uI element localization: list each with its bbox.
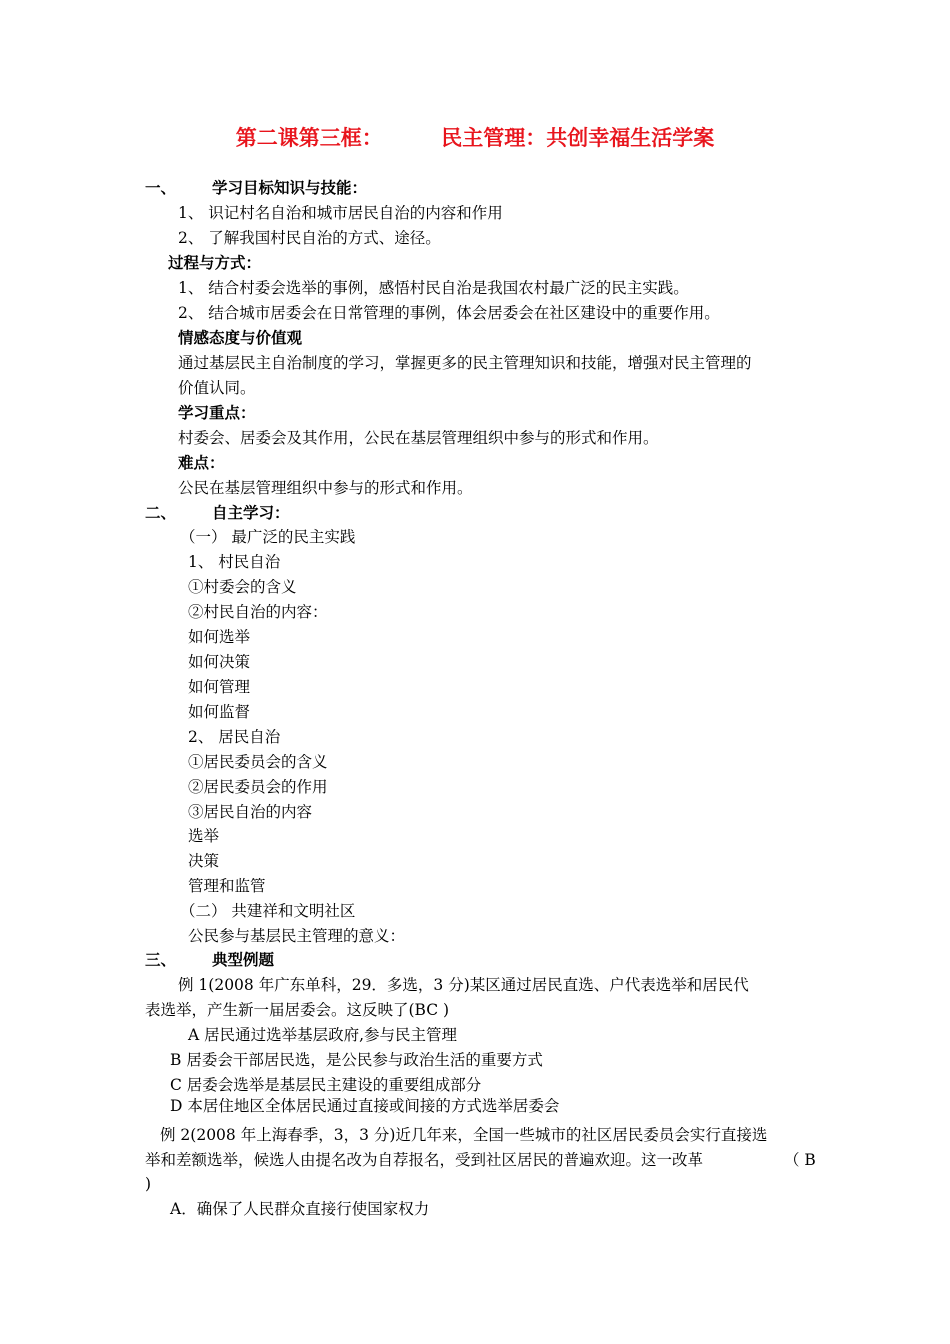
example-1-option: A 居民通过选举基层政府,参与民主管理 [188,1026,458,1044]
study-line: （二） 共建祥和文明社区 [180,902,356,920]
emotion-text-line: 通过基层民主自治制度的学习，掌握更多的民主管理知识和技能，增强对民主管理的 [178,354,752,372]
example-1-option: C 居委会选举是基层民主建设的重要组成部分 [170,1076,482,1094]
focus-text: 村委会、居委会及其作用，公民在基层管理组织中参与的形式和作用。 [178,429,659,447]
study-line: 如何选举 [188,628,251,646]
section-2-heading: 自主学习： [212,504,290,522]
example-2-option: A．确保了人民群众直接行使国家权力 [170,1200,430,1218]
example-1-text: 表选举，产生新一届居委会。这反映了(BC ) [145,1001,450,1019]
emotion-text-line: 价值认同。 [178,379,256,397]
process-heading: 过程与方式： [168,254,262,272]
process-item: 2、 结合城市居委会在日常管理的事例，体会居委会在社区建设中的重要作用。 [178,304,720,322]
example-1-option: D 本居住地区全体居民通过直接或间接的方式选举居委会 [170,1097,560,1115]
study-line: 1、 村民自治 [188,553,281,571]
section-1-heading: 学习目标知识与技能： [212,179,368,197]
study-line: 决策 [188,852,220,870]
process-item: 1、 结合村委会选举的事例，感悟村民自治是我国农村最广泛的民主实践。 [178,279,689,297]
section-2-number: 二、 [145,504,177,522]
study-line: 公民参与基层民主管理的意义： [188,927,406,945]
study-line: 选举 [188,827,220,845]
difficulty-text: 公民在基层管理组织中参与的形式和作用。 [178,479,473,497]
example-2-text: 例 2(2008 年上海春季，3，3 分)近几年来，全国一些城市的社区居民委员会实行直接选 [160,1126,768,1144]
section-3-number: 三、 [145,951,177,969]
study-line: ③居民自治的内容 [188,803,313,821]
study-line: ①村委会的含义 [188,578,297,596]
study-line: ②村民自治的内容： [188,603,328,621]
knowledge-item: 1、 识记村名自治和城市居民自治的内容和作用 [178,204,503,222]
difficulty-heading: 难点： [178,454,225,472]
study-line: （一） 最广泛的民主实践 [180,528,356,546]
section-3-heading: 典型例题 [212,951,275,969]
example-2-text: ) [145,1175,152,1193]
study-line: ②居民委员会的作用 [188,778,328,796]
study-line: 管理和监管 [188,877,266,895]
example-2-answer: （ B [784,1151,816,1169]
section-1-number: 一、 [145,179,177,197]
study-line: 2、 居民自治 [188,728,281,746]
example-2-text: 举和差额选举，候选人由提名改为自荐报名，受到社区居民的普遍欢迎。这一改革 [145,1151,704,1169]
document-title: 第二课第三框： 民主管理：共创幸福生活学案 [235,126,715,150]
study-line: 如何监督 [188,703,251,721]
example-1-option: B 居委会干部居民选，是公民参与政治生活的重要方式 [170,1051,543,1069]
study-line: 如何决策 [188,653,251,671]
knowledge-item: 2、 了解我国村民自治的方式、途径。 [178,229,441,247]
study-line: 如何管理 [188,678,251,696]
example-1-text: 例 1(2008 年广东单科，29．多选，3 分)某区通过居民直选、户代表选举和居民代 [178,976,749,994]
emotion-heading: 情感态度与价值观 [178,329,303,347]
focus-heading: 学习重点： [178,404,256,422]
study-line: ①居民委员会的含义 [188,753,328,771]
